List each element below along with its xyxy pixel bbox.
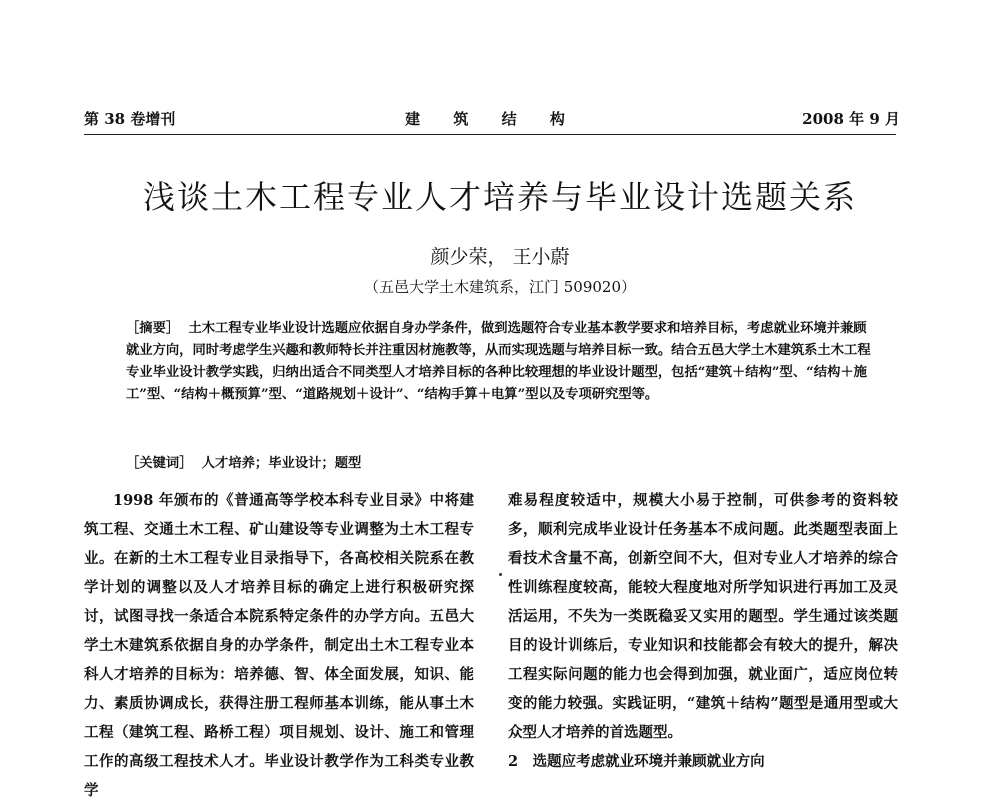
volume-label: 第 38 卷增刊 [84, 110, 176, 128]
section-heading: 2 选题应考虑就业环境并兼顾就业方向 [508, 753, 765, 770]
journal-name: 建 筑 结 构 [405, 110, 579, 128]
abstract-label: ［摘要］ [126, 321, 180, 336]
scan-speck [499, 573, 502, 576]
abstract [126, 318, 878, 406]
abstract-text: 土木工程专业毕业设计选题应依据自身办学条件，做到选题符合专业基本教学要求和培养目标，考虑就业环境并兼顾就业方向，同时考虑学生兴趣和教师特长并注重因材施教等，从而实现选题与培养目标一致。结合五邑大学土木建筑系土木工程专业毕业设计教学实践，归纳出适合不同类型人才培养目标的各种比较理想的毕业设计题型，包括“建筑＋结构”型、“结构＋施工”型、“结构＋概预算”型、“道路规划＋设计”、“结构手算＋电算”型以及专项研究型等。 [126, 321, 871, 402]
body-column-left [84, 486, 474, 805]
body-paragraph: 1998 年颁布的《普通高等学校本科专业目录》中将建筑工程、交通土木工程、矿山建设等专业调整为土木工程专业。在新的土木工程专业目录指导下，各高校相关院系在教学计划的调整以及人才培养目标的确定上进行积极研究探讨，试图寻找一条适合本院系特定条件的办学方向。五邑大学土木建筑系依据自身的办学条件，制定出土木工程专业本科人才培养的目标为：培养德、智、体全面发展，知识、能力、素质协调成长，获得注册工程师基本训练，能从事土木工程（建筑工程、路桥工程）项目规划、设计、施工和管理工作的高级工程技术人才。毕业设计教学作为工科类专业教学 [84, 492, 474, 799]
header-rule [84, 134, 896, 135]
keywords-text: 人才培养；毕业设计；题型 [201, 456, 362, 471]
article-title: 浅谈土木工程专业人才培养与毕业设计选题关系 [142, 178, 857, 216]
affiliation: （五邑大学土木建筑系，江门 509020） [363, 278, 637, 296]
keywords [126, 452, 878, 471]
keywords-label: ［关键词］ [126, 456, 193, 471]
authors: 颜少荣， 王小蔚 [430, 246, 570, 268]
running-header [84, 108, 900, 132]
body-paragraph: 难易程度较适中，规模大小易于控制，可供参考的资料较多，顺利完成毕业设计任务基本不成问题。此类题型表面上看技术含量不高，创新空间不大，但对专业人才培养的综合性训练程度较高，能较大程度地对所学知识进行再加工及灵活运用，不失为一类既稳妥又实用的题型。学生通过该类题目的设计训练后，专业知识和技能都会有较大的提升，解决工程实际问题的能力也会得到加强，就业面广，适应岗位转变的能力较强。实践证明，“建筑＋结构”题型是通用型或大众型人才培养的首选题型。 [508, 492, 898, 741]
body-column-right [508, 486, 898, 776]
issue-date: 2008 年 9 月 [802, 110, 900, 128]
